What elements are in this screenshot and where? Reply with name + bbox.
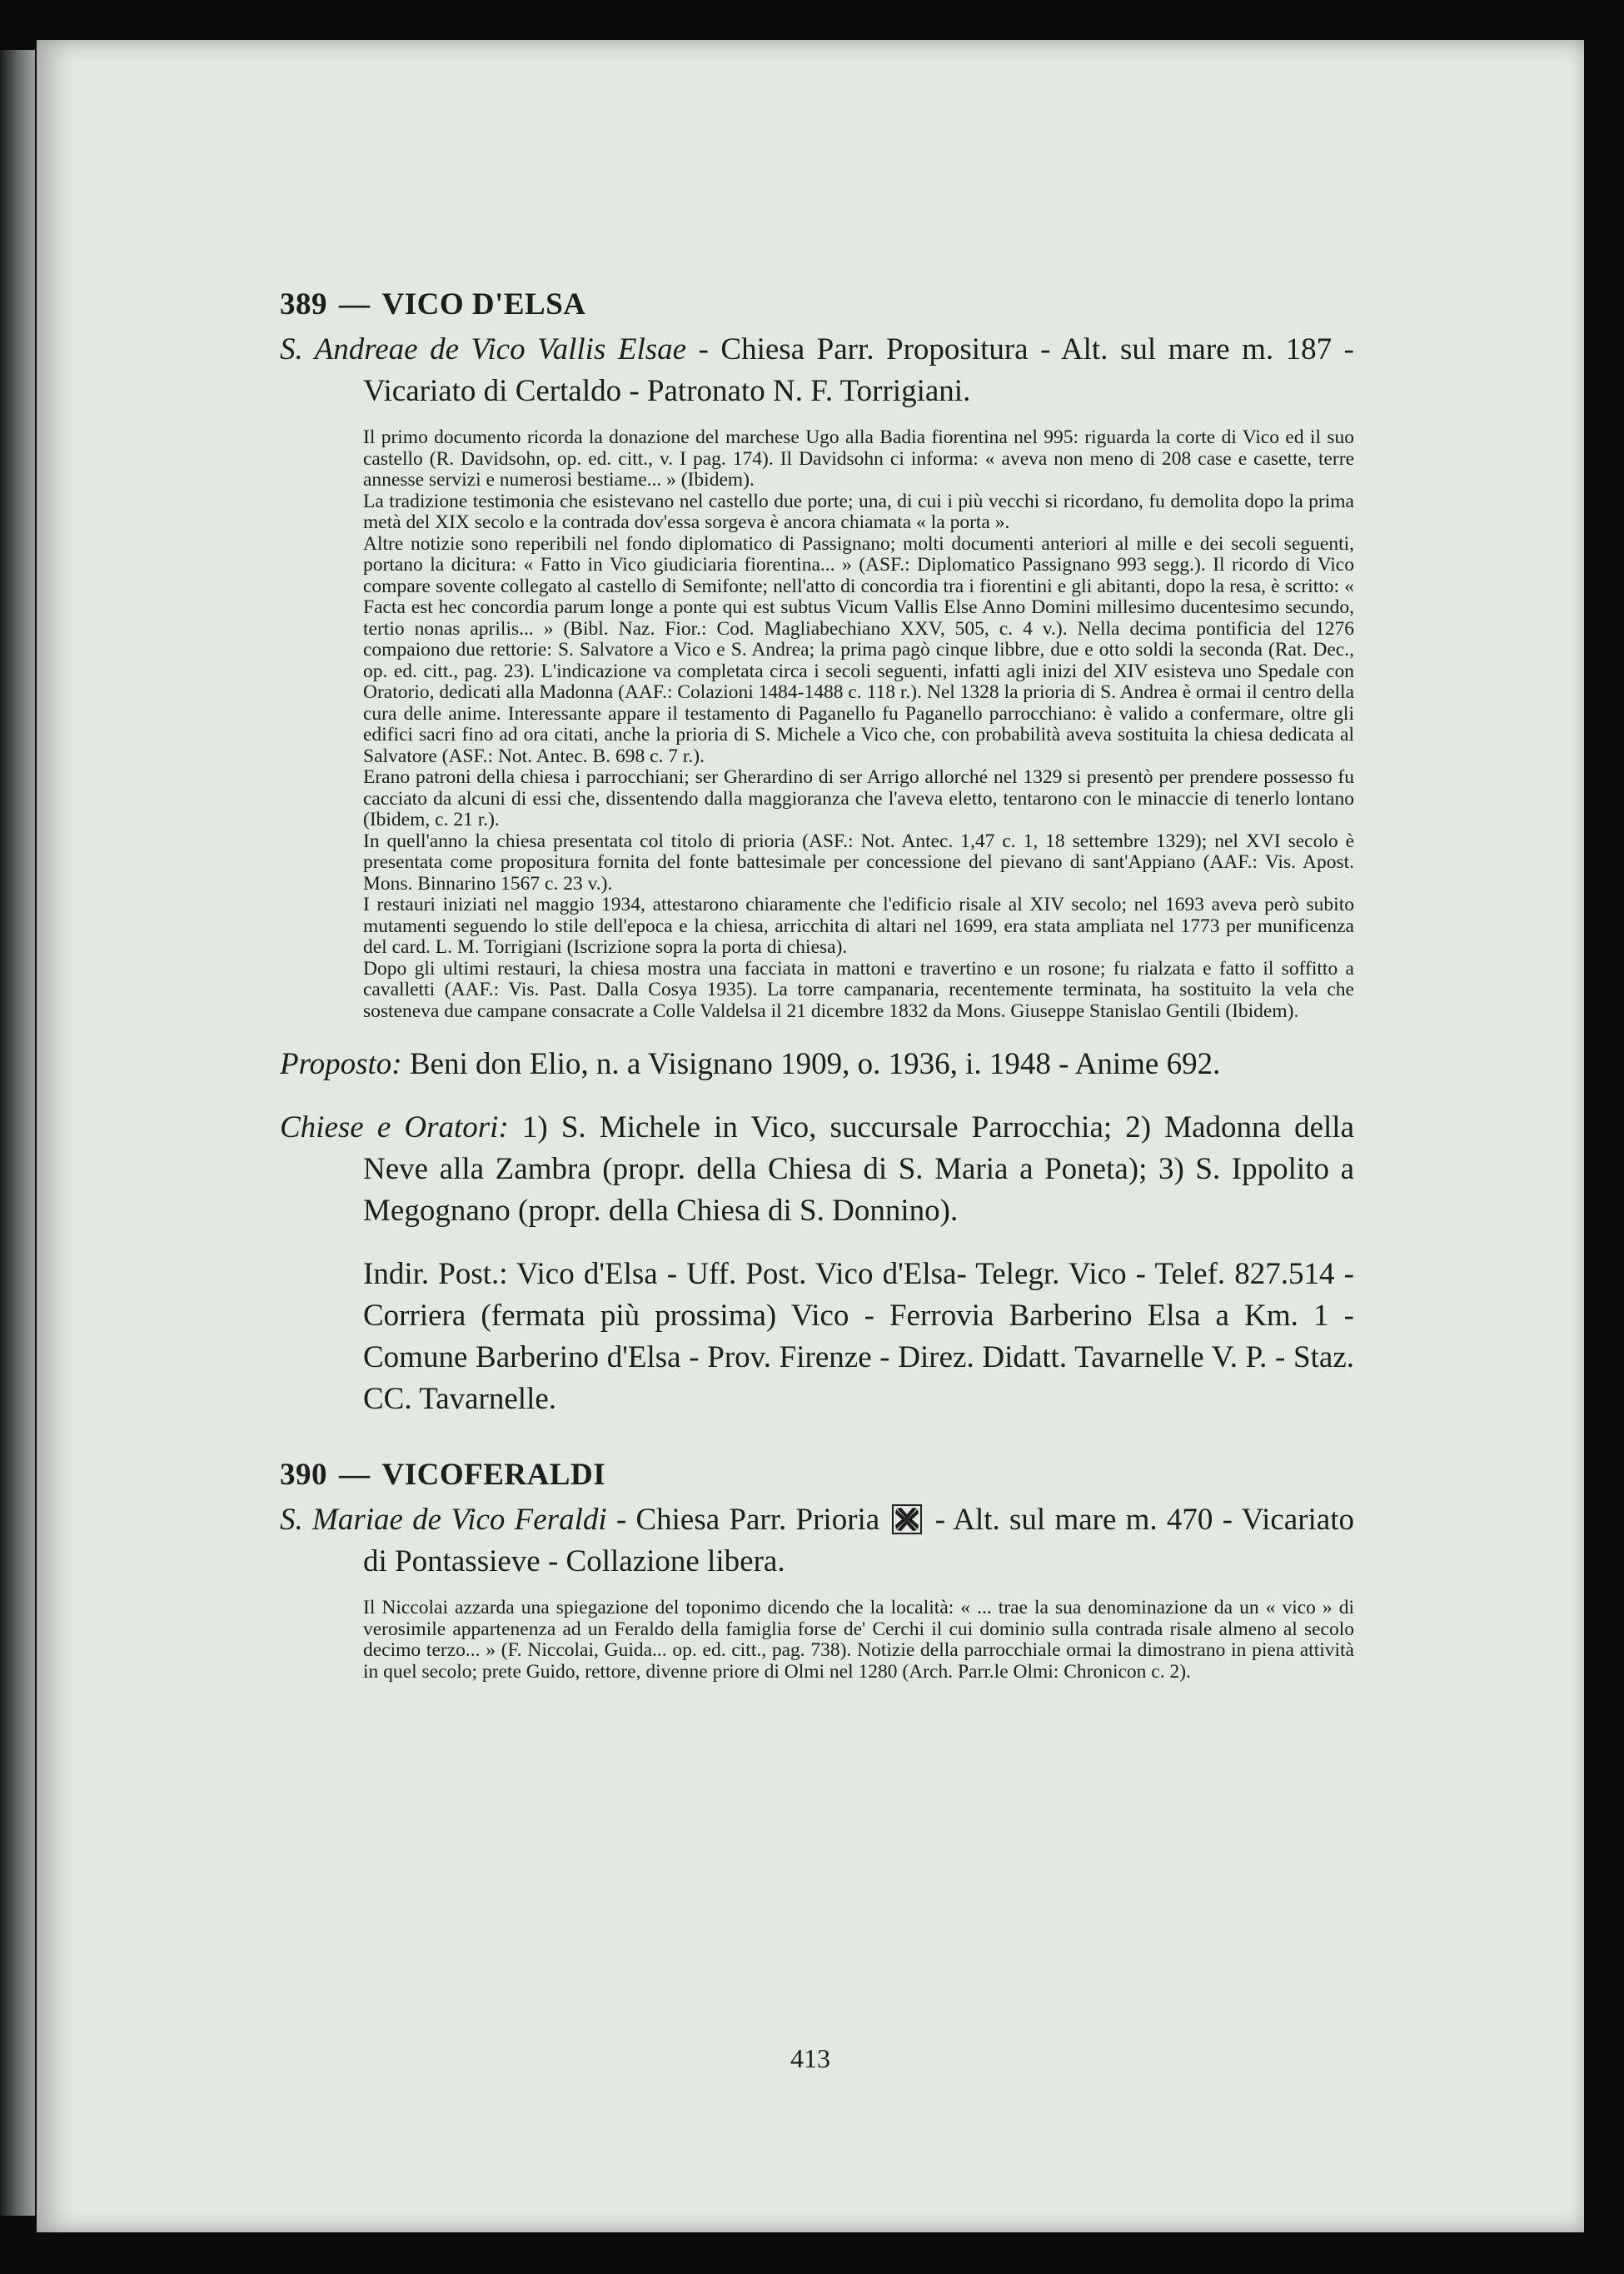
- indirizzi-block: Indir. Post.: Vico d'Elsa - Uff. Post. Vico d'Elsa- Telegr. Vico - Telef. 827.514 - Corriera (fermata più prossima) Vico - Ferrovia Barberino Elsa a Km. 1 - Comune Barberino d'Elsa - Prov. Firenze - Direz. Didatt. Tavarnelle V. P. - Staz. CC. Tavarnelle.: [363, 1257, 1354, 1416]
- entry-title: VICO D'ELSA: [381, 287, 586, 322]
- proposto-label: Proposto:: [280, 1047, 402, 1081]
- proposto-line: [280, 1044, 1354, 1085]
- lead-details-after: - Alt. sul mare m. 470 - Vicariato di Pontassieve - Collazione libera.: [363, 1503, 1355, 1578]
- entry-title: VICOFERALDI: [381, 1458, 606, 1492]
- history-paragraph: I restauri iniziati nel maggio 1934, attestarono chiaramente che l'edificio risale al XIV secolo; nel 1693 aveva però subito mutamenti seguendo lo stile dell'epoca e la chiesa, arricchita di altari nel 1699, era stata ampliata nel 1773 per munificenza del card. L. M. Torrigiani (Iscrizione sopra la porta di chiesa).: [363, 894, 1354, 958]
- history-paragraph: La tradizione testimonia che esistevano nel castello due porte; una, di cui i più vecchi si ricordano, fu demolita dopo la prima metà del XIX secolo e la contrada dov'essa sorgeva è ancora chiamata « la porta ».: [363, 490, 1354, 533]
- lead-details: - Chiesa Parr. Propositura - Alt. sul mare m. 187 - Vicariato di Certaldo - Patronato N. F. Torrigiani.: [363, 332, 1354, 408]
- latin-name: S. Andreae de Vico Vallis Elsae: [280, 332, 687, 367]
- heading-dash: —: [339, 1458, 371, 1492]
- adjacent-page-edge: [0, 50, 35, 2216]
- chiese-label: Chiese e Oratori:: [280, 1110, 509, 1144]
- book-page: [37, 40, 1584, 2232]
- entry-number: 390: [280, 1458, 327, 1492]
- entry-389-history: [363, 427, 1354, 1022]
- entry-389-heading: [280, 287, 1354, 322]
- entry-number: 389: [280, 287, 327, 322]
- entry-390-history: [363, 1598, 1354, 1683]
- chiese-line: [280, 1107, 1354, 1232]
- maltese-cross-icon: [892, 1504, 922, 1534]
- heading-dash: —: [339, 287, 371, 322]
- chiese-text: 1) S. Michele in Vico, succursale Parrocchia; 2) Madonna della Neve alla Zambra (propr. della Chiesa di S. Maria a Poneta); 3) S. Ippolito a Megognano (propr. della Chiesa di S. Donnino).: [363, 1110, 1354, 1228]
- history-paragraph: Dopo gli ultimi restauri, la chiesa mostra una facciata in mattoni e travertino e un rosone; fu rialzata e fatto il soffitto a cavalletti (AAF.: Vis. Past. Dalla Cosya 1935). La torre campanaria, recentemente terminata, ha sostituito la vela che sosteneva due campane consacrate a Colle Valdelsa il 21 dicembre 1832 da Mons. Giuseppe Stanislao Gentili (Ibidem).: [363, 957, 1354, 1022]
- history-paragraph: Il Niccolai azzarda una spiegazione del toponimo dicendo che la località: « ... trae la sua denominazione da un « vico » di verosimile appartenenza ad un Feraldo della famiglia forse de' Cerchi il cui dominio sulla contrada risale almeno al secolo decimo terzo... » (F. Niccolai, Guida... op. ed. citt., pag. 738). Notizie della parrocchiale ormai la dimostrano in piena attività in quel secolo; prete Guido, rettore, divenne priore di Olmi nel 1280 (Arch. Parr.le Olmi: Chronicon c. 2).: [363, 1597, 1354, 1683]
- history-paragraph: In quell'anno la chiesa presentata col titolo di prioria (ASF.: Not. Antec. 1,47 c. 1, 18 settembre 1329); nel XVI secolo è presentata come propositura fornita del fonte battesimale per concessione del pievano di sant'Appiano (AAF.: Vis. Apost. Mons. Binnarino 1567 c. 23 v.).: [363, 830, 1354, 895]
- proposto-text: Beni don Elio, n. a Visignano 1909, o. 1936, i. 1948 - Anime 692.: [401, 1047, 1221, 1081]
- entry-389-lead: [280, 329, 1354, 412]
- entry-390-lead: [280, 1499, 1354, 1583]
- history-paragraph: Il primo documento ricorda la donazione del marchese Ugo alla Badia fiorentina nel 995: riguarda la corte di Vico ed il suo castello (R. Davidsohn, op. ed. citt., v. I pag. 174). Il Davidsohn ci informa: « aveva non meno di 208 case e casette, terre annesse servizi e numerosi bestiame... » (Ibidem).: [363, 426, 1354, 491]
- history-paragraph: Erano patroni della chiesa i parrocchiani; ser Gherardino di ser Arrigo allorché nel 1329 si presentò per prendere possesso fu cacciato da alcuni di essi che, dissentendo dalla maggioranza che l'aveva eletto, tentarono con le minaccie di tenerlo lontano (Ibidem, c. 21 r.).: [363, 766, 1354, 830]
- page-number: 413: [790, 2043, 830, 2073]
- latin-name: S. Mariae de Vico Feraldi: [280, 1503, 607, 1537]
- page-content: [280, 287, 1354, 1683]
- history-paragraph: Altre notizie sono reperibili nel fondo diplomatico di Passignano; molti documenti anteriori al mille e dei secoli seguenti, portano la dicitura: « Fatto in Vico giudiciaria fiorentina... » (ASF.: Diplomatico Passignano 993 segg.). Il ricordo di Vico compare sovente collegato al castello di Semifonte; nell'atto di concordia tra i fiorentini e gli abitanti, dopo la resa, è scritto: « Facta est hec concordia parum longe a ponte qui est subtus Vicum Vallis Else Anno Domini millesimo ducentesimo secundo, tertio nonas aprilis... » (Bibl. Naz. Fior.: Cod. Magliabechiano XXV, 505, c. 4 v.). Nella decima pontificia del 1276 compaiono due rettorie: S. Salvatore a Vico e S. Andrea; la prima pagò cinque libbre, due e otto soldi la seconda (Rat. Dec., op. ed. citt., pag. 23). L'indicazione va completata circa i secoli seguenti, infatti agli inizi del XIV esisteva uno Spedale con Oratorio, dedicati alla Madonna (AAF.: Colazioni 1484-1488 c. 118 r.). Nel 1328 la prioria di S. Andrea è ormai il centro della cura delle anime. Interessante appare il testamento di Paganello fu Paganello parrocchiano: è valido a confermare, oltre gli edifici sacri fino ad ora citati, anche la prioria di S. Michele a Vico che, con probabilità aveva sostituita la chiesa dedicata al Salvatore (ASF.: Not. Antec. B. 698 c. 7 r.).: [363, 532, 1354, 767]
- lead-details: - Chiesa Parr. Prioria: [606, 1503, 889, 1537]
- entry-390-heading: [280, 1457, 1354, 1493]
